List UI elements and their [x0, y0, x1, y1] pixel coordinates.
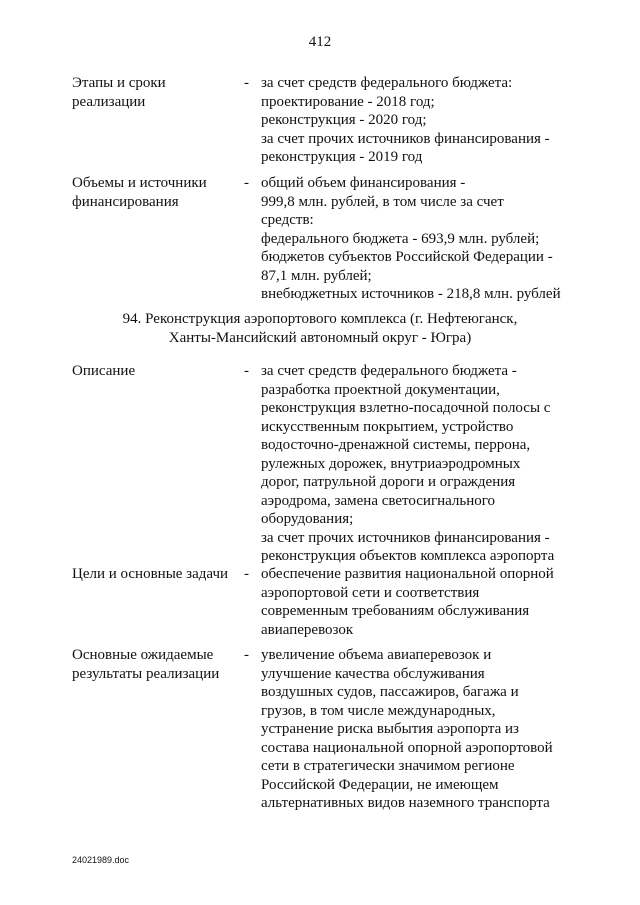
row-value-line: грузов, в том числе международных,: [261, 702, 496, 719]
row-value-line: обеспечение развития национальной опорной: [261, 566, 554, 582]
row-value-line: проектирование - 2018 год;: [261, 93, 435, 110]
row-value-line: альтернативных видов наземного транспорта: [261, 795, 550, 811]
section-heading: [0, 310, 640, 348]
row-value-line: реконструкция - 2020 год;: [261, 112, 427, 128]
row-value-line: 999,8 млн. рублей, в том числе за счет: [261, 193, 504, 210]
row-value-line: авиаперевозок: [261, 621, 354, 638]
row-value: [261, 74, 581, 167]
row-value-line: рулежных дорожек, внутриаэродромных: [261, 455, 521, 472]
row-dash: -: [244, 75, 249, 91]
row-value-line: средств:: [261, 212, 314, 228]
row-label: [72, 565, 232, 584]
row-label-line: финансирования: [72, 193, 179, 210]
footer-doc-id: 24021989.doc: [72, 855, 130, 865]
row-value: [261, 646, 581, 813]
row-value-line: бюджетов субъектов Российской Федерации -: [261, 249, 553, 265]
row-value-line: улучшение качества обслуживания: [261, 665, 485, 682]
row-dash: -: [244, 363, 249, 379]
row-value-line: сети в стратегически значимом регионе: [261, 758, 515, 774]
row-value-line: федерального бюджета - 693,9 млн. рублей;: [261, 230, 540, 247]
row-value-line: за счет средств федерального бюджета:: [261, 75, 513, 91]
section-heading-line: 94. Реконструкция аэропортового комплекса (г. Нефтеюганск,: [122, 311, 518, 327]
page-number: 412: [308, 34, 332, 50]
row-value-line: за счет прочих источников финансирования -: [261, 130, 550, 147]
row-value-line: внебюджетных источников - 218,8 млн. рублей: [261, 286, 561, 302]
row-value-line: 87,1 млн. рублей;: [261, 267, 372, 284]
row-value-line: за счет прочих источников финансирования -: [261, 529, 550, 546]
row-label-line: Объемы и источники: [72, 175, 207, 191]
row-dash: -: [244, 566, 249, 582]
row-value-line: искусственным покрытием, устройство: [261, 418, 514, 435]
row-value-line: состава национальной опорной аэропортовой: [261, 739, 553, 756]
row-value-line: Российской Федерации, не имеющем: [261, 776, 499, 793]
row-value-line: современным требованиям обслуживания: [261, 603, 530, 619]
row-dash: -: [244, 175, 249, 191]
row-label-line: реализации: [72, 93, 146, 110]
row-value-line: реконструкция - 2019 год: [261, 149, 423, 165]
row-dash: -: [244, 647, 249, 663]
section-heading-line: Ханты-Мансийский автономный округ - Югра): [168, 330, 472, 346]
row-label-line: Цели и основные задачи: [72, 566, 229, 582]
row-value-line: реконструкция взлетно-посадочной полосы с: [261, 400, 551, 416]
row-value-line: увеличение объема авиаперевозок и: [261, 647, 492, 663]
row-label: [72, 646, 232, 683]
row-value: [261, 565, 581, 639]
row-value-line: воздушных судов, пассажиров, багажа и: [261, 684, 519, 700]
row-value-line: оборудования;: [261, 511, 354, 527]
row-value: [261, 174, 581, 304]
row-value-line: устранение риска выбытия аэропорта из: [261, 721, 519, 737]
row-value-line: аэропортовой сети и соответствия: [261, 584, 480, 601]
row-value-line: водосточно-дренажной системы, перрона,: [261, 437, 531, 453]
row-label-line: результаты реализации: [72, 665, 220, 682]
row-value-line: дорог, патрульной дороги и ограждения: [261, 474, 516, 490]
row-label-line: Основные ожидаемые: [72, 647, 214, 663]
row-label: [72, 174, 232, 211]
row-label-line: Описание: [72, 363, 136, 379]
row-value: [261, 362, 581, 566]
row-value-line: за счет средств федерального бюджета -: [261, 363, 517, 379]
row-label: [72, 362, 232, 381]
row-value-line: аэродрома, замена светосигнального: [261, 492, 496, 509]
row-value-line: общий объем финансирования -: [261, 175, 466, 191]
row-label: [72, 74, 232, 111]
row-label-line: Этапы и сроки: [72, 75, 166, 91]
row-value-line: реконструкция объектов комплекса аэропорта: [261, 548, 555, 564]
row-value-line: разработка проектной документации,: [261, 381, 500, 398]
